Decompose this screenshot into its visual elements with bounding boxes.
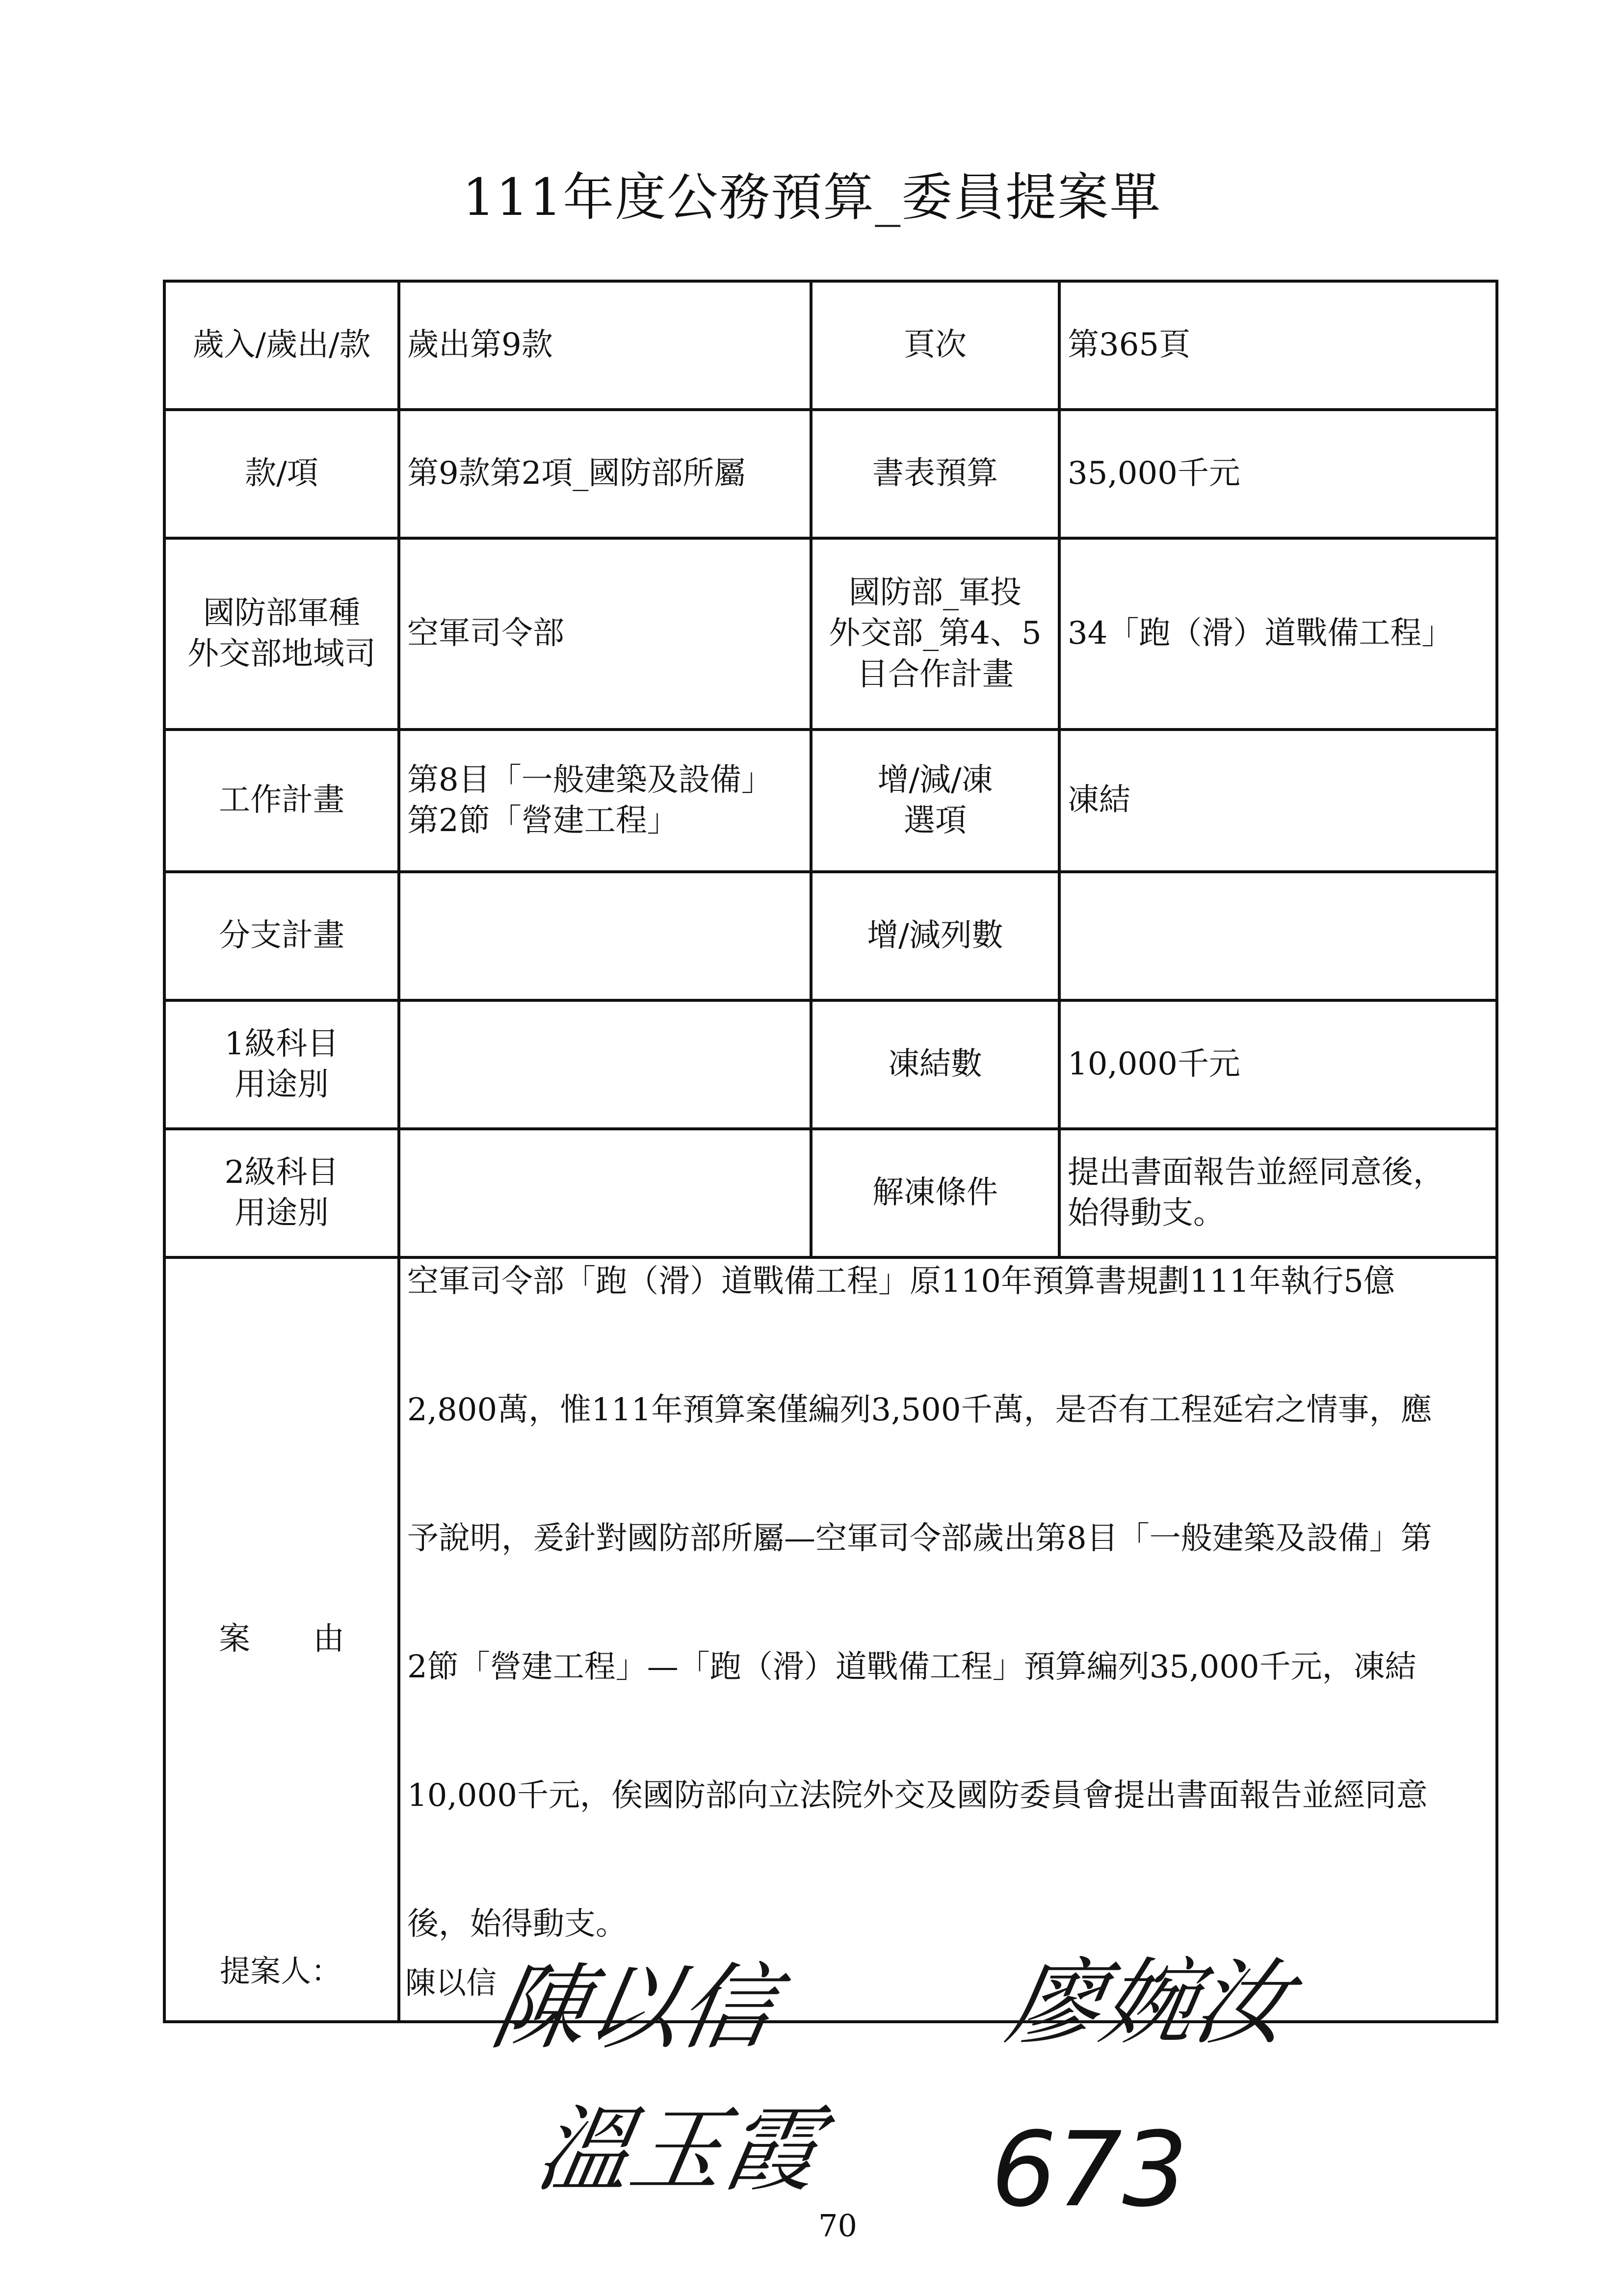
field-value: 凍結: [1059, 730, 1497, 872]
field-label: 凍結數: [811, 1000, 1059, 1129]
reason-line: 予說明，爰針對國防部所屬—空軍司令部歲出第8目「一般建築及設備」第: [407, 1520, 1432, 1557]
form-row: [164, 1000, 1497, 1129]
field-label: 解凍條件: [811, 1129, 1059, 1257]
reason-line: 2節「營建工程」—「跑（滑）道戰備工程」預算編列35,000千元，凍結: [407, 1649, 1416, 1685]
proposer-label: 提案人：: [220, 1953, 342, 1989]
field-label: 款/項: [164, 410, 399, 538]
field-value: [399, 1129, 811, 1257]
proposer-name: 陳以信: [405, 1965, 497, 2001]
field-label-line: 用途別: [235, 1195, 329, 1231]
signature-1: 陳以信: [484, 1954, 784, 2062]
field-label: [164, 1000, 399, 1129]
page-number: 70: [818, 2208, 857, 2244]
form-row: [164, 730, 1497, 872]
reason-row: [164, 1257, 1497, 2022]
field-value: 空軍司令部: [399, 538, 811, 730]
signature-2: 廖婉汝: [999, 1949, 1299, 2057]
field-label: [164, 1129, 399, 1257]
field-value-line: 始得動支。: [1068, 1195, 1225, 1231]
reason-label: 案 由: [164, 1257, 399, 2022]
field-label: [811, 730, 1059, 872]
field-value: 10,000千元: [1059, 1000, 1497, 1129]
document-title: 111年度公務預算_委員提案單: [462, 167, 1162, 227]
field-value: [1059, 1129, 1497, 1257]
field-label: [164, 538, 399, 730]
reason-content: [399, 1257, 1497, 2022]
proposal-form-table: [163, 280, 1498, 2023]
form-row: [164, 410, 1497, 538]
field-label-line: 2級科目: [224, 1154, 339, 1191]
field-label-line: 選項: [904, 803, 967, 839]
field-label-line: 用途別: [235, 1067, 329, 1103]
field-value: [399, 1000, 811, 1129]
field-label-line: 1級科目: [224, 1025, 339, 1062]
field-label: 歲入/歲出/款: [164, 281, 399, 410]
signature-3: 溫玉霞: [528, 2096, 828, 2204]
form-row: [164, 538, 1497, 730]
reason-line: 2,800萬，惟111年預算案僅編列3,500千萬，是否有工程延宕之情事，應: [407, 1392, 1432, 1428]
form-row: [164, 281, 1497, 410]
field-label: [811, 538, 1059, 730]
field-label: 分支計畫: [164, 872, 399, 1000]
field-label: 書表預算: [811, 410, 1059, 538]
field-value: 第365頁: [1059, 281, 1497, 410]
reason-line: 空軍司令部「跑（滑）道戰備工程」原110年預算書規劃111年執行5億: [407, 1263, 1395, 1300]
field-value: 歲出第9款: [399, 281, 811, 410]
field-value-line: 第8目「一般建築及設備」: [407, 761, 773, 798]
form-row: [164, 872, 1497, 1000]
handwritten-number: 673: [991, 2110, 1188, 2230]
reason-line: 後，始得動支。: [407, 1906, 627, 1942]
field-value-line: 第2節「營建工程」: [407, 803, 679, 839]
field-label-line: 目合作計畫: [857, 656, 1014, 693]
field-value: 34「跑（滑）道戰備工程」: [1059, 538, 1497, 730]
field-label: 增/減列數: [811, 872, 1059, 1000]
field-label-line: 外交部地域司: [187, 636, 376, 672]
field-value-line: 提出書面報告並經同意後，: [1068, 1154, 1444, 1191]
form-row: [164, 1129, 1497, 1257]
field-value: [399, 872, 811, 1000]
field-label-line: 外交部_第4、5: [829, 615, 1042, 652]
field-label-line: 國防部_軍投: [849, 574, 1022, 611]
field-value: 35,000千元: [1059, 410, 1497, 538]
field-value: [399, 730, 811, 872]
field-value: 第9款第2項_國防部所屬: [399, 410, 811, 538]
field-value: [1059, 872, 1497, 1000]
field-label: 頁次: [811, 281, 1059, 410]
field-label-line: 國防部軍種: [203, 595, 360, 631]
field-label-line: 增/減/凍: [877, 761, 993, 798]
field-label: 工作計畫: [164, 730, 399, 872]
reason-line: 10,000千元，俟國防部向立法院外交及國防委員會提出書面報告並經同意: [407, 1777, 1428, 1814]
